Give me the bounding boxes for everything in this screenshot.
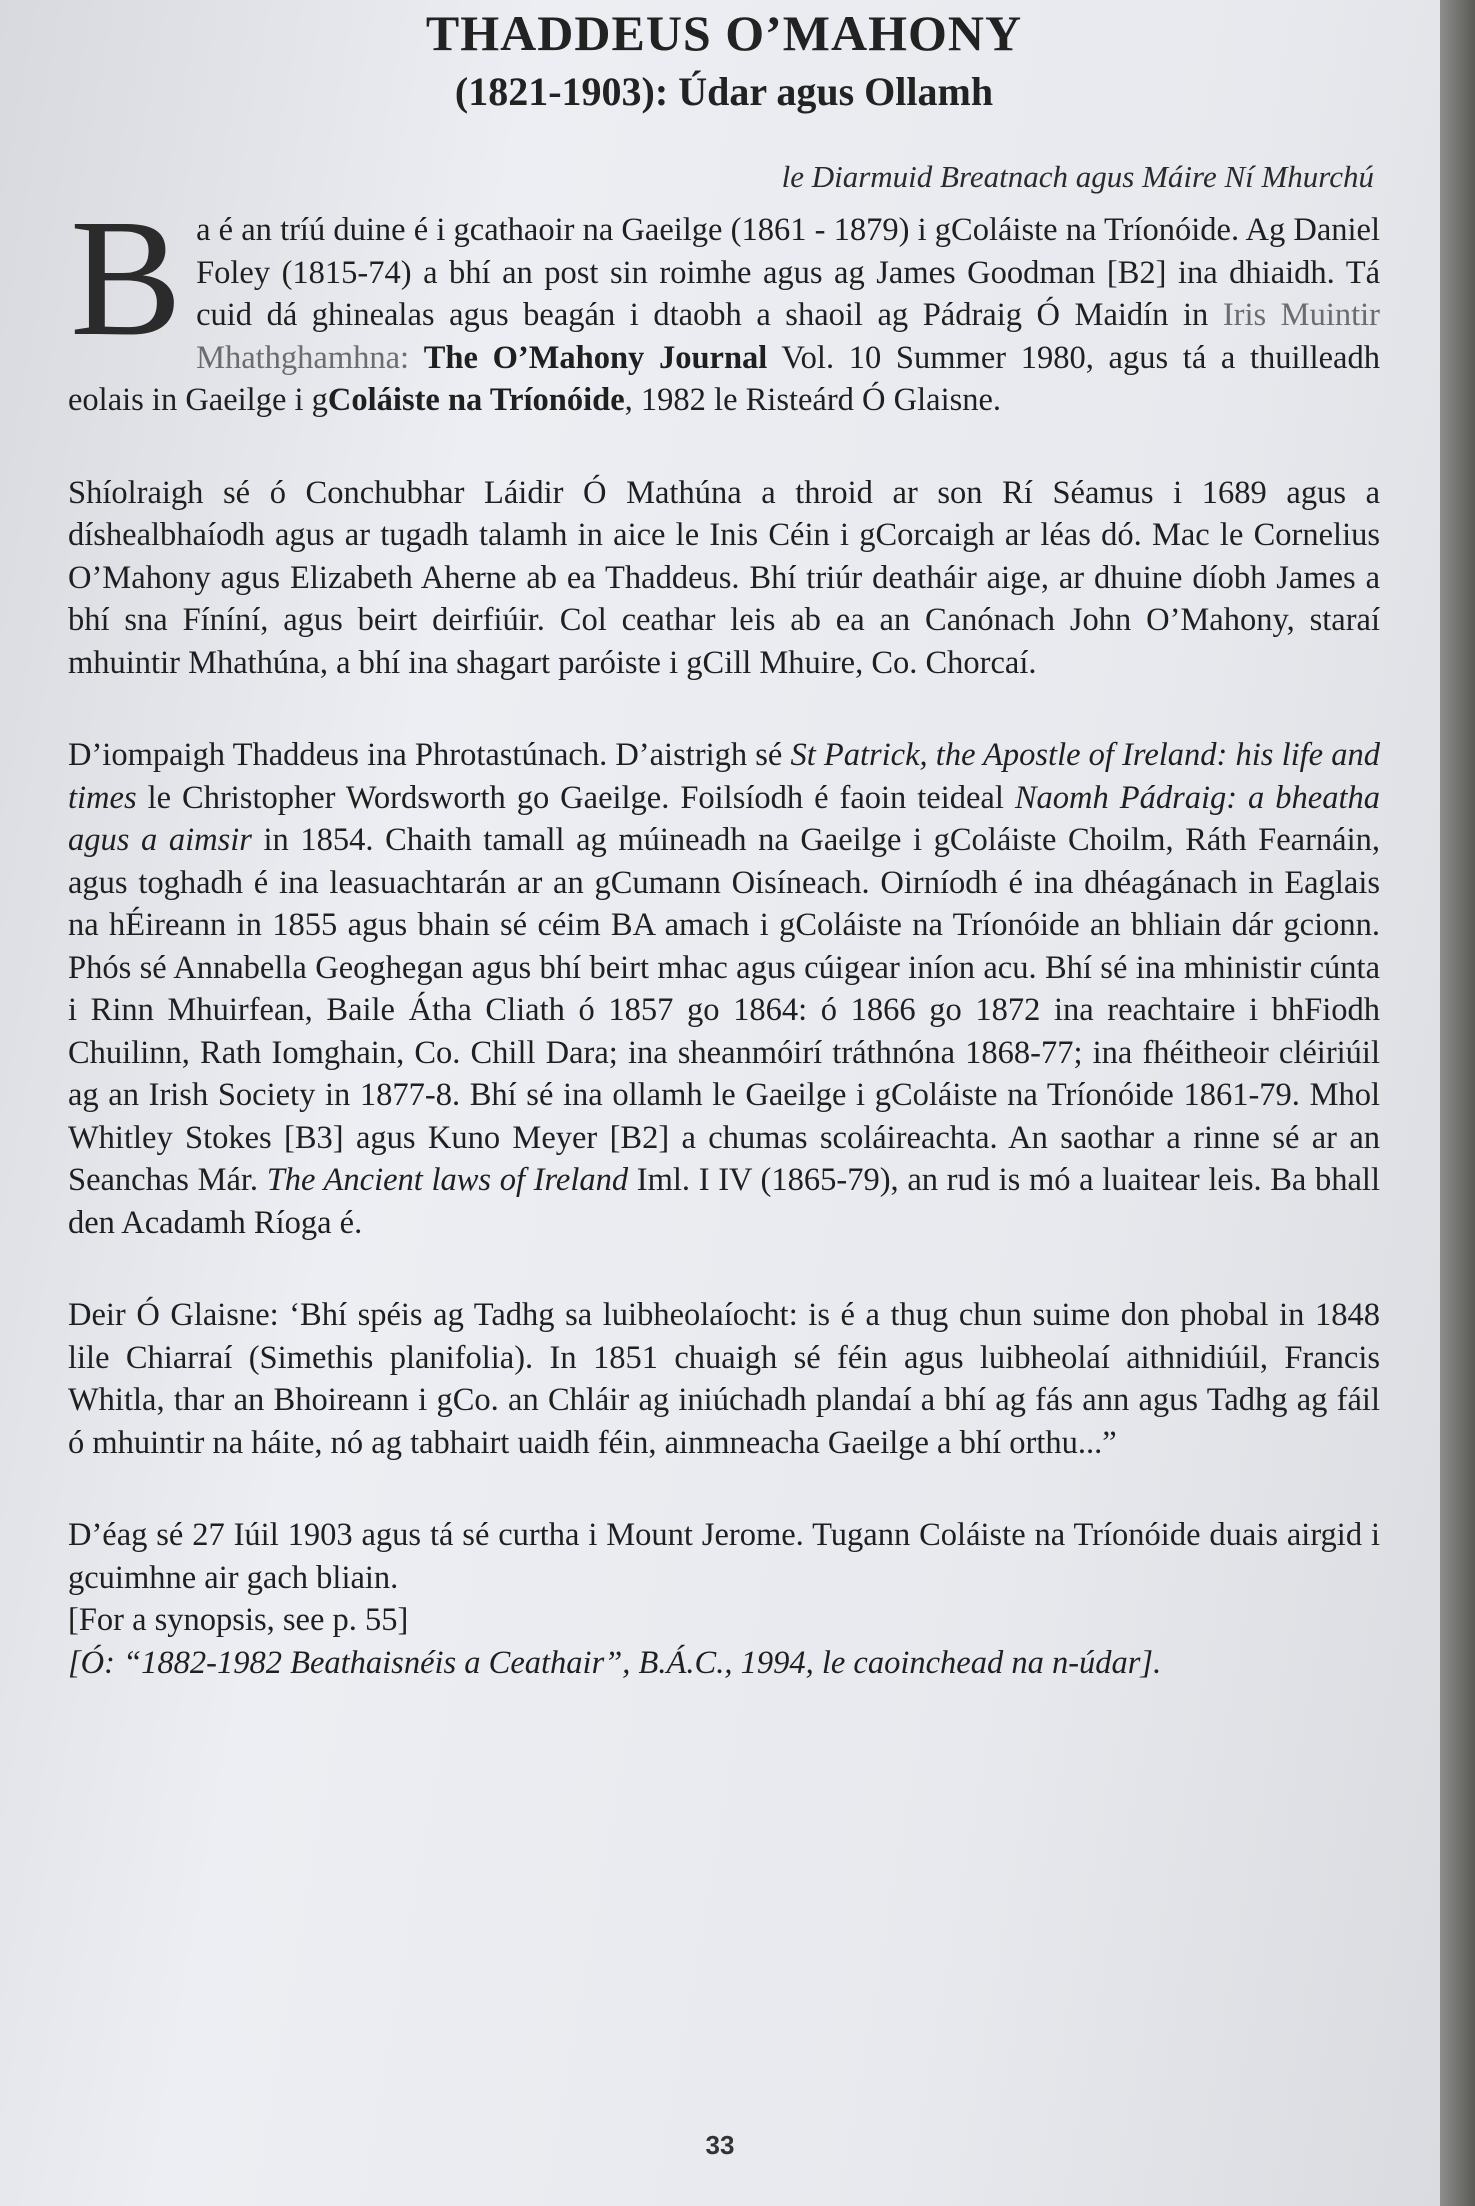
paragraph-3 xyxy=(68,734,1380,1244)
book-title: Coláiste na Tríonóide xyxy=(327,382,625,418)
paragraph-5: D’éag sé 27 Iúil 1903 agus tá sé curtha i Mount Jerome. Tugann Coláiste na Tríonóide duais airgid i gcuimhne air gach bliain. xyxy=(68,1517,1380,1596)
journal-title-english: The O’Mahony Journal xyxy=(423,339,768,376)
paragraph-1 xyxy=(68,185,1380,422)
drop-cap: B xyxy=(70,185,183,371)
source-note: [Ó: “1882-1982 Beathaisnéis a Ceathair”, B.Á.C., 1994, le caoinchead na n-údar]. xyxy=(68,1644,1162,1681)
paragraph-3-text-c: in 1854. Chaith tamall ag múineadh na Gaeilge i gColáiste Choilm, Ráth Fearnáin, agus toghadh é ina leasuachtarán ar an gCumann Oisíneach. Oirníodh é ina dhéagánach in Eaglais na hÉireann in 1855 agus bhain sé céim BA amach i gColáiste na Tríonóide an bhliain dár gcionn. Phós sé Annabella Geoghegan agus bhí beirt mhac agus cúigear iníon acu. Bhí sé ina mhinistir cúnta i Rinn Mhuirfean, Baile Átha Cliath ó 1857 go 1864: ó 1866 go 1872 ina reachtaire i bhFiodh Chuilinn, Rath Iomghain, Co. Chill Dara; ina sheanmóirí tráthnóna 1868-77; ina fhéitheoir cléiriúil ag an Irish Society in 1877-8. Bhí sé ina ollamh le Gaeilge i gColáiste na Tríonóide 1861-79. Mhol Whitley Stokes [B3] agus Kuno Meyer [B2] a chumas scoláireachta. An saothar a rinne sé ar an Seanchas Már. xyxy=(68,822,1380,1198)
spacer xyxy=(68,422,1380,472)
spacer xyxy=(68,1464,1380,1514)
paragraph-1-text-end: , 1982 le Risteárd Ó Glaisne. xyxy=(624,382,1002,418)
paragraph-3-text-end: Iml. I IV (1865-79), an rud is mó a luaitear leis. Ba bhall den Acadamh Ríoga é. xyxy=(68,1162,1380,1241)
article-title: THADDEUS O’MAHONY xyxy=(425,5,1023,61)
page-edge xyxy=(1440,0,1475,2206)
article-subtitle: (1821-1903): Údar agus Ollamh xyxy=(454,69,994,114)
paragraph-1-text: a é an tríú duine é i gcathaoir na Gaeilge (1861 - 1879) i gColáiste na Tríonóide. Ag Daniel Foley (1815-74) a bhí an post sin roimhe agus ag James Goodman [B2] ina dhiaidh. Tá cuid dá ghinealas agus beagán i dtaobh a shaoil ag Pádraig Ó Maidín in xyxy=(196,212,1380,333)
spacer xyxy=(68,684,1380,734)
ancient-laws-title: The Ancient laws of Ireland xyxy=(266,1162,629,1198)
byline: le Diarmuid Breatnach agus Máire Ní Mhurchú xyxy=(781,159,1374,194)
paragraph-1-text-cont: Vol. 10 Summer 1980, agus tá a thuilleadh eolais in Gaeilge i g xyxy=(68,339,1380,418)
journal-title-irish: Iris Muintir Mhathghamhna: xyxy=(196,297,1380,376)
page-number: 33 xyxy=(705,2130,735,2160)
work-title-irish: Naomh Pádraig: a bheatha agus a aimsir xyxy=(68,779,1380,858)
work-title-english: St Patrick, the Apostle of Ireland: his life and times xyxy=(68,737,1380,816)
paragraph-4: Deir Ó Glaisne: ‘Bhí spéis ag Tadhg sa luibheolaíocht: is é a thug chun suime don phobal in 1848 lile Chiarraí (Simethis planifolia). In 1851 chuaigh sé féin agus luibheolaí aithnidiúil, Francis Whitla, thar an Bhoireann i gCo. an Chláir ag iniúchadh plandaí a bhí ag fás ann agus Tadhg ag fáil ó mhuintir na háite, nó ag tabhairt uaidh féin, ainmneacha Gaeilge a bhí orthu...” xyxy=(68,1297,1380,1461)
spacer xyxy=(68,1244,1380,1294)
synopsis-note: [For a synopsis, see p. 55] xyxy=(68,1602,409,1638)
paragraph-3-text: D’iompaigh Thaddeus ina Phrotastúnach. D’aistrigh sé xyxy=(68,737,791,773)
paragraph-2: Shíolraigh sé ó Conchubhar Láidir Ó Mathúna a throid ar son Rí Séamus i 1689 agus a díshealbhaíodh agus ar tugadh talamh in aice le Inis Céin i gCorcaigh ar léas dó. Mac le Cornelius O’Mahony agus Elizabeth Aherne ab ea Thaddeus. Bhí triúr deatháir aige, ar dhuine díobh James a bhí sna Fíníní, agus beirt deirfiúir. Col ceathar leis ab ea an Canónach John O’Mahony, staraí mhuintir Mhathúna, a bhí ina shagart paróiste i gCill Mhuire, Co. Chorcaí. xyxy=(68,474,1380,681)
paragraph-3-text-b: le Christopher Wordsworth go Gaeilge. Foilsíodh é faoin teideal xyxy=(136,779,1015,816)
